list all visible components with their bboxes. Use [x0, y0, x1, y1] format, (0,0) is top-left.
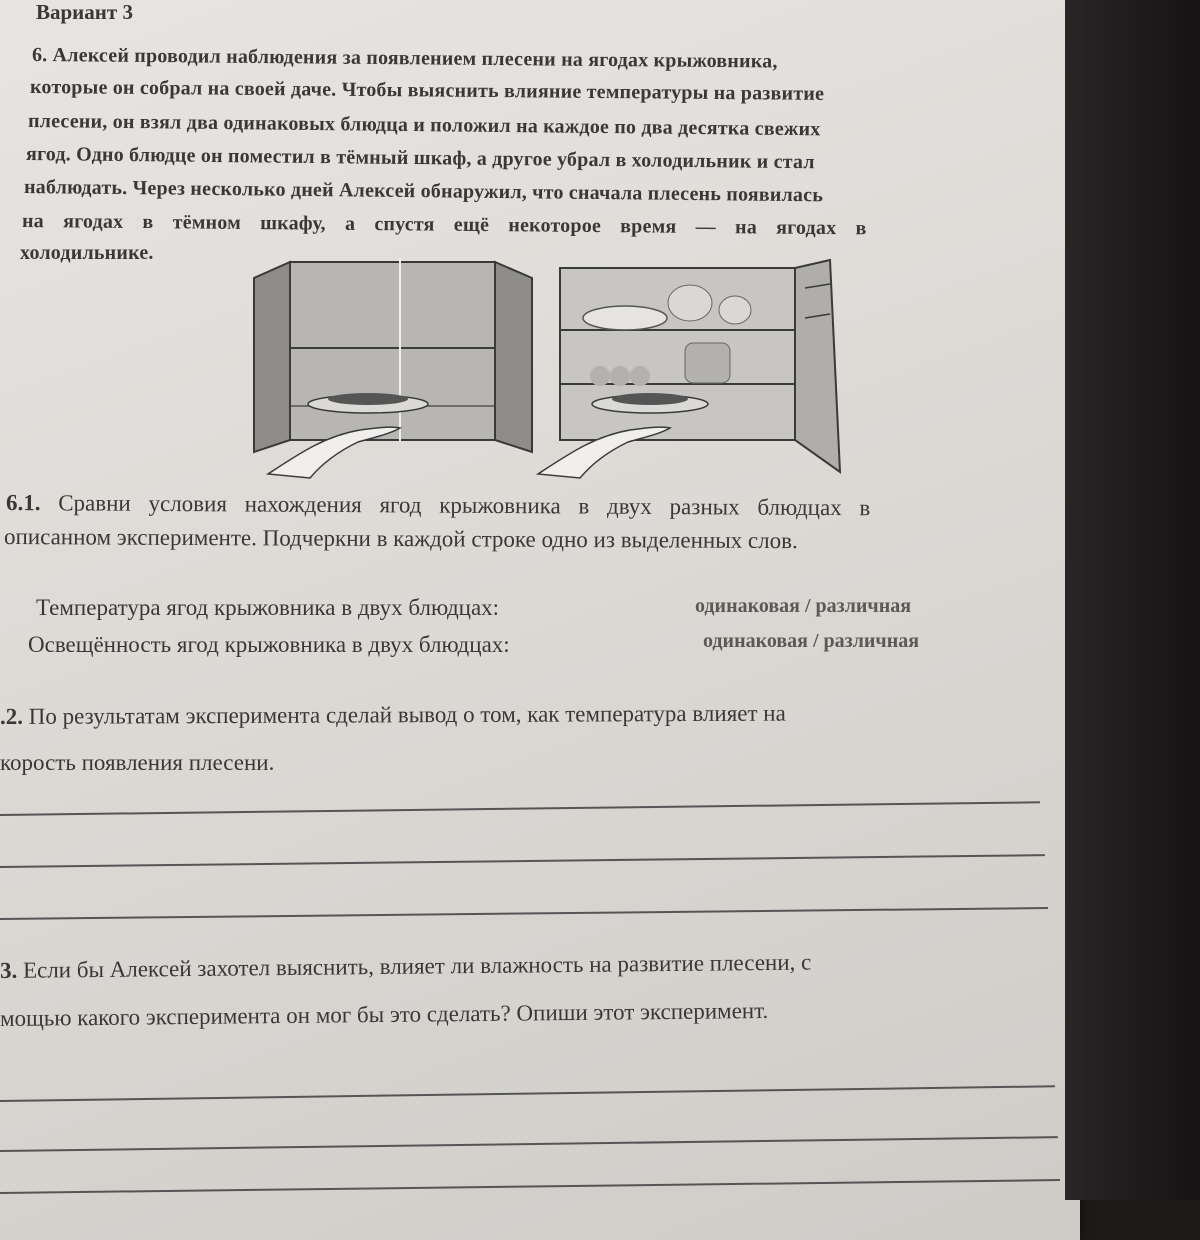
temperature-row-choice[interactable]: одинаковая / различная	[695, 595, 912, 617]
question-6-2-line-1: .2. По результатам эксперимента сделай вывод о том, как температура влияет на	[0, 700, 786, 729]
refrigerator-illustration	[538, 260, 840, 478]
question-6-3-line-1: 3. Если бы Алексей захотел выяснить, влияет ли влажность на развитие плесени, с	[0, 949, 812, 983]
experiment-illustration	[240, 248, 850, 480]
question-6-2-number: .2.	[0, 703, 24, 729]
task6-line-1: 6. Алексей проводил наблюдения за появлением плесени на ягодах крыжовника,	[31, 44, 778, 73]
task6-number: 6.	[31, 44, 48, 67]
illumination-row-label: Освещённость ягод крыжовника в двух блюдцах:	[28, 632, 510, 657]
variant-header: Вариант 3	[36, 0, 133, 24]
dark-cabinet-illustration	[254, 258, 532, 478]
temperature-row-label: Температура ягод крыжовника в двух блюдцах:	[36, 595, 500, 620]
question-6-3-line-2: мощью какого эксперимента он мог бы это сделать? Опиши этот эксперимент.	[0, 997, 769, 1031]
task6-line-7: холодильнике.	[20, 242, 154, 264]
question-6-1-line-2: описанном эксперименте. Подчеркни в каждой строке одно из выделенных слов.	[3, 524, 798, 554]
task6-line-5: наблюдать. Через несколько дней Алексей обнаружил, что сначала плесень появилась	[23, 176, 824, 207]
question-6-1-line-1: 6.1. Сравни условия нахождения ягод крыжовника в двух разных блюдцах в	[5, 490, 871, 521]
illumination-row-choice[interactable]: одинаковая / различная	[703, 630, 920, 652]
question-6-3-number: 3.	[0, 957, 18, 983]
task6-line-6: на ягодах в тёмном шкафу, а спустя ещё некоторое время — на ягодах в	[21, 210, 867, 240]
dark-background	[1065, 0, 1200, 1200]
task6-line-4: ягод. Одно блюдце он поместил в тёмный шкаф, а другое убрал в холодильник и стал	[25, 143, 815, 174]
question-6-1-number: 6.1.	[5, 490, 41, 516]
task6-line-3: плесени, он взял два одинаковых блюдца и положил на каждое по два десятка свежих	[27, 110, 821, 141]
task6-line-2: которые он собрал на своей даче. Чтобы выяснить влияние температуры на развитие	[29, 76, 825, 105]
question-6-2-line-2: корость появления плесени.	[0, 750, 275, 775]
